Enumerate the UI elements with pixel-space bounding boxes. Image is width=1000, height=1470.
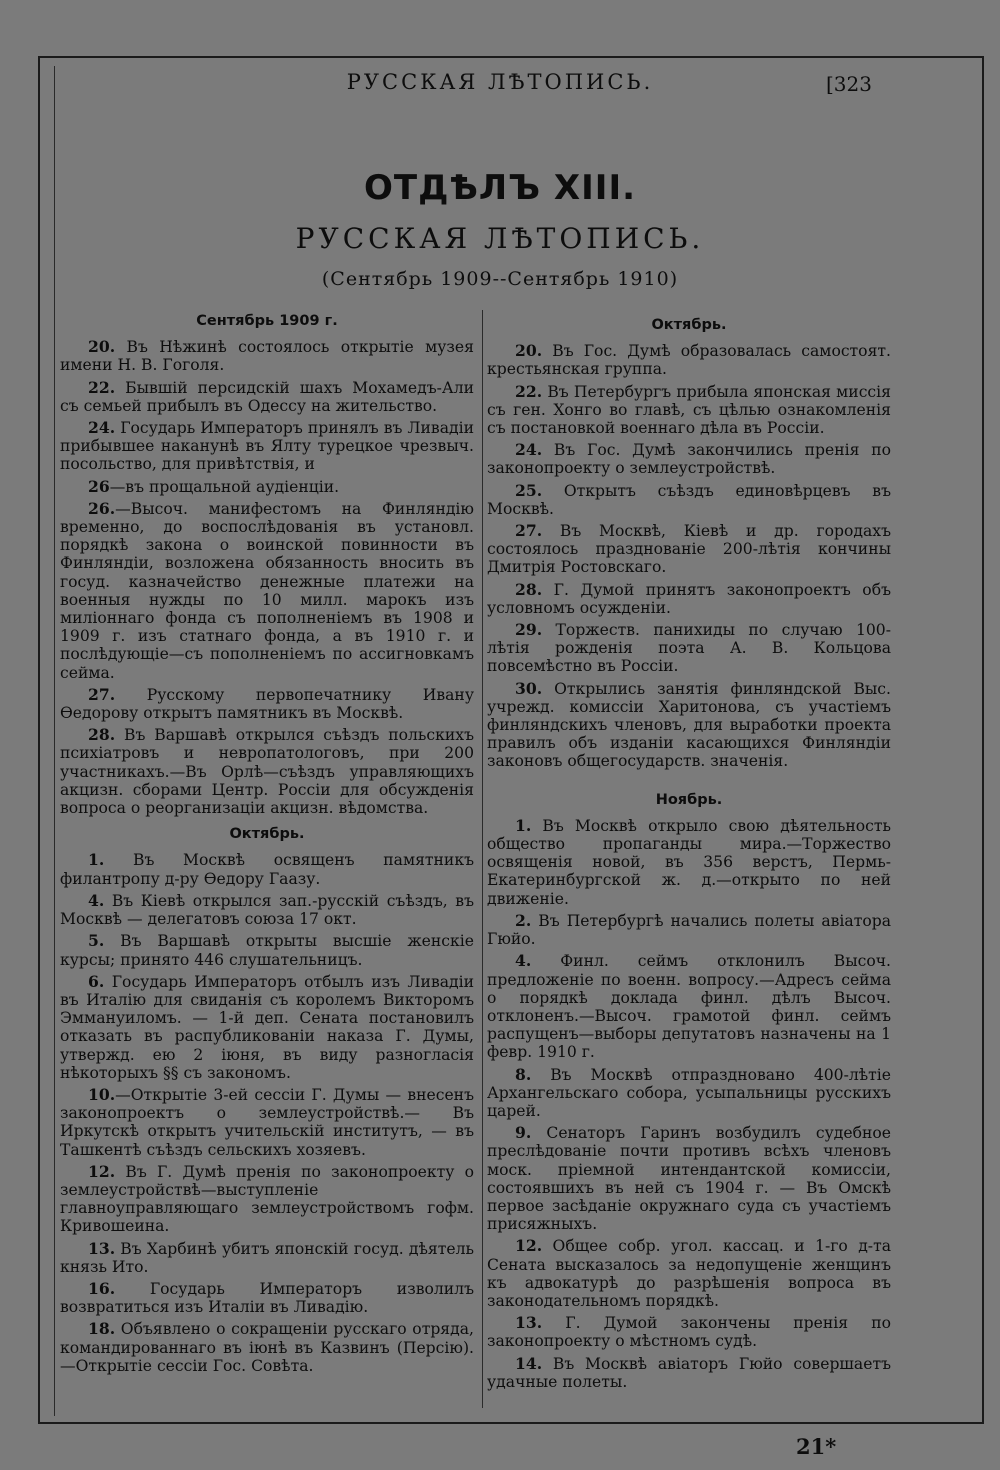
entry-text: Объявлено о сокращеніи русскаго отряда, командированнаго въ іюнѣ въ Казвинъ (Персію).—Открытіе сессіи Гос. Совѣта. xyxy=(60,1320,474,1375)
chronicle-entry xyxy=(487,621,891,676)
entry-text: Сенаторъ Гаринъ возбудилъ судебное преслѣдованіе почти противъ всѣхъ членовъ моск. пріемной интендантской комиссіи, состоявшихъ въ ней съ 1904 г. — Въ Омскѣ первое засѣданіе окружнаго суда съ участіемъ присяжныхъ. xyxy=(487,1124,891,1234)
entries-list xyxy=(487,342,891,770)
chronicle-entry xyxy=(487,1066,891,1121)
chronicle-entry xyxy=(60,379,474,415)
chronicle-entry xyxy=(60,338,474,374)
running-title: РУССКАЯ ЛѢТОПИСЬ. xyxy=(346,70,654,94)
entry-date: 29. xyxy=(515,620,543,640)
entry-date: 9. xyxy=(515,1123,532,1143)
chronicle-entry xyxy=(60,973,474,1082)
entry-text: Въ Гос. Думѣ образовалась самостоят. крестьянская группа. xyxy=(487,342,891,379)
chronicle-entry xyxy=(487,1355,891,1391)
entry-text: Г. Думой принятъ законопроектъ объ условномъ осужденіи. xyxy=(487,580,891,617)
entry-date: 20. xyxy=(515,341,543,361)
entry-text: Бывшій персидскій шахъ Мохамедъ-Али съ семьей прибылъ въ Одессу на жительство. xyxy=(60,378,474,415)
entry-text: Торжеств. панихиды по случаю 100-лѣтія рожденія поэта А. В. Кольцова повсемѣстно въ Россіи. xyxy=(487,621,891,676)
month-heading-november: Ноябрь. xyxy=(655,791,723,808)
entry-date: 12. xyxy=(515,1236,543,1256)
month-heading-october: Октябрь. xyxy=(229,826,305,843)
entry-text: Въ Москвѣ авіаторъ Гюйо совершаетъ удачные полеты. xyxy=(487,1354,891,1391)
entry-date: 16. xyxy=(88,1278,116,1298)
entry-text: Въ Петербургъ прибыла японская миссія съ ген. Хонго во главѣ, съ цѣлью ознакомленія съ постановкой военнаго дѣла въ Россіи. xyxy=(487,382,891,438)
entry-text: Открытъ съѣздъ единовѣрцевъ въ Москвѣ. xyxy=(487,481,891,518)
entries-list xyxy=(60,851,474,1374)
entry-text: Государь Императоръ изволилъ возвратиться изъ Италіи въ Ливадію. xyxy=(60,1279,474,1317)
entry-date: 10. xyxy=(88,1084,116,1104)
chronicle-entry xyxy=(60,1320,474,1375)
left-column xyxy=(60,310,474,1375)
section-subtitle: РУССКАЯ ЛѢТОПИСЬ. xyxy=(295,222,705,255)
month-heading-september: Сентябрь 1909 г. xyxy=(196,313,338,329)
entry-date: 24. xyxy=(88,418,116,438)
entry-date: 1. xyxy=(515,815,532,835)
entry-text: Г. Думой закончены пренія по законопроекту о мѣстномъ судѣ. xyxy=(487,1314,891,1351)
entry-text: Общее собр. угол. кассац. и 1-го д-та Сената высказалось за недопущеніе женщинъ къ адвокатурѣ до разрѣшенія вопроса въ законодательномъ порядкѣ. xyxy=(487,1237,891,1310)
chronicle-entry xyxy=(60,851,474,887)
chronicle-entry xyxy=(487,1124,891,1233)
entry-text: Въ Петербургѣ начались полеты авіатора Гюйо. xyxy=(487,911,891,949)
entry-text: Въ Кіевѣ открылся зап.-русскій съѣздъ, въ Москвѣ — делегатовъ союза 17 окт. xyxy=(60,891,474,929)
entry-date: 8. xyxy=(515,1064,532,1084)
entry-date: 14. xyxy=(515,1353,543,1373)
entry-date: 28. xyxy=(515,579,543,599)
entry-date: 22. xyxy=(515,381,543,401)
chronicle-entry xyxy=(487,817,891,908)
entries-list xyxy=(60,338,474,817)
entry-date: 27. xyxy=(515,521,543,541)
entry-text: Въ Москвѣ освященъ памятникъ филантропу д-ру Ѳедору Гаазу. xyxy=(60,851,474,888)
entry-date: 6. xyxy=(88,971,105,991)
chronicle-entry xyxy=(60,686,474,722)
chronicle-entry xyxy=(60,1240,474,1276)
column-divider xyxy=(482,310,483,1408)
chronicle-entry xyxy=(487,441,891,477)
entry-date: 22. xyxy=(88,377,116,397)
entry-text: Государь Императоръ отбылъ изъ Ливадіи въ Италію для свиданія съ королемъ Викторомъ Эммануиломъ. — 1-й деп. Сената постановилъ отказать въ распубликованіи наказа Г. Думы, утвержд. ею 2 іюня, въ виду разногласія нѣкоторыхъ §§ съ закономъ. xyxy=(60,972,474,1082)
chronicle-entry xyxy=(487,522,891,577)
entry-date: 28. xyxy=(88,725,116,745)
entry-date: 26 xyxy=(88,476,110,496)
entry-text: Финл. сеймъ отклонилъ Высоч. предложеніе по военн. вопросу.—Адресъ сейма о порядкѣ доклада финл. дѣлъ Высоч. отклоненъ.—Высоч. грамотой финл. сеймъ распущенъ—выборы депутатовъ назначены на 1 февр. 1910 г. xyxy=(487,952,891,1062)
entry-date: 2. xyxy=(515,910,532,930)
entry-date: 5. xyxy=(88,931,105,951)
entry-text: Русскому первопечатнику Ивану Ѳедорову открытъ памятникъ въ Москвѣ. xyxy=(60,685,474,723)
entry-text: —въ прощальной аудіенціи. xyxy=(109,477,340,496)
entry-date: 27. xyxy=(88,684,116,704)
entry-date: 24. xyxy=(515,440,543,460)
chronicle-entry xyxy=(60,932,474,968)
entry-date: 18. xyxy=(88,1319,116,1339)
entry-text: Открылись занятія финляндской Выс. учрежд. комиссіи Харитонова, съ участіемъ финляндскихъ членовъ, для выработки проекта правилъ объ изданіи касающихся Финляндіи законовъ общегосударств. значенія. xyxy=(487,679,891,771)
right-column xyxy=(487,310,891,1391)
signature-mark: 21* xyxy=(796,1434,837,1459)
page-number: [323 xyxy=(826,72,872,96)
entry-text: Въ Москвѣ открыло свою дѣятельность общество пропаганды мира.—Торжество освященія новой, въ 356 верстъ, Пермь-Екатеринбургской ж. д.—открыто по ней движеніе. xyxy=(487,816,891,908)
entry-date: 26. xyxy=(88,498,116,518)
entry-text: Въ Москвѣ отпраздновано 400-лѣтіе Архангельскаго собора, усыпальницы русскихъ царей. xyxy=(487,1065,891,1120)
spacer xyxy=(487,771,891,785)
entries-list xyxy=(487,817,891,1391)
entry-text: Въ Г. Думѣ пренія по законопроекту о землеустройствѣ—выступленіе главноуправляющаго землеустройствомъ гофм. Кривошеина. xyxy=(60,1162,474,1236)
entry-text: Въ Варшавѣ открыты высшіе женскіе курсы; принято 446 слушательницъ. xyxy=(60,932,474,969)
entry-text: Въ Нѣжинѣ состоялось открытіе музея имени Н. В. Гоголя. xyxy=(60,338,474,375)
entry-text: Въ Варшавѣ открылся съѣздъ польскихъ психіатровъ и невропатологовъ, при 200 участникахъ.—Въ Орлѣ—съѣздъ управляющихъ акцизн. сборами Центр. Россіи для обсужденія вопроса о реорганизаціи акцизн. вѣдомства. xyxy=(60,726,474,818)
chronicle-entry xyxy=(60,1086,474,1159)
chronicle-entry xyxy=(60,726,474,817)
spacer xyxy=(60,817,474,823)
chronicle-entry xyxy=(487,952,891,1061)
chronicle-entry xyxy=(60,1163,474,1236)
entry-date: 25. xyxy=(515,480,543,500)
chronicle-entry xyxy=(60,478,474,496)
chronicle-entry xyxy=(487,383,891,438)
section-title: ОТДѢЛЪ XIII. xyxy=(363,168,637,208)
entry-date: 4. xyxy=(88,890,105,910)
entry-text: Въ Гос. Думѣ закончились пренія по законопроекту о землеустройствѣ. xyxy=(487,441,891,478)
chronicle-entry xyxy=(487,912,891,948)
chronicle-entry xyxy=(487,482,891,518)
chronicle-entry xyxy=(60,500,474,682)
month-heading-october: Октябрь. xyxy=(651,317,727,333)
entry-text: Государь Императоръ принялъ въ Ливадіи прибывшее наканунѣ въ Ялту турецкое чрезвыч. посольство, для привѣтствія, и xyxy=(60,419,474,474)
entry-date: 1. xyxy=(88,850,105,870)
entry-date: 4. xyxy=(515,951,532,971)
entry-date: 12. xyxy=(88,1161,116,1181)
chronicle-entry xyxy=(60,892,474,928)
chronicle-entry xyxy=(487,1237,891,1310)
entry-text: Въ Харбинѣ убитъ японскій госуд. дѣятель князь Ито. xyxy=(60,1239,474,1276)
chronicle-entry xyxy=(60,419,474,474)
entry-date: 13. xyxy=(88,1238,116,1258)
entry-date: 13. xyxy=(515,1313,543,1333)
entry-text: —Открытіе 3-ей сессіи Г. Думы — внесенъ законопроектъ о землеустройствѣ.— Въ Иркутскѣ открытъ учительскій институтъ, — въ Ташкентѣ съѣздъ сельскихъ хозяевъ. xyxy=(60,1085,474,1159)
entry-text: —Высоч. манифестомъ на Финляндію временно, до воспослѣдованія въ установл. порядкѣ закона о воинской повинности въ Финляндіи, возложена обязанность вносить въ госуд. казначейство денежные платежи на военныя нужды по 10 милл. марокъ изъ миліоннаго фонда съ пополненіемъ въ 1908 и 1909 г. изъ статнаго фонда, а въ 1910 г. и послѣдующіе—съ пополненіемъ по ассигновкамъ сейма. xyxy=(60,499,474,682)
chronicle-entry xyxy=(60,1280,474,1316)
chronicle-entry xyxy=(487,680,891,771)
entry-date: 30. xyxy=(515,678,543,698)
section-date-range: (Сентябрь 1909--Сентябрь 1910) xyxy=(321,268,679,290)
chronicle-entry xyxy=(487,581,891,617)
chronicle-entry xyxy=(487,1314,891,1350)
entry-date: 20. xyxy=(88,337,116,357)
chronicle-entry xyxy=(487,342,891,378)
entry-text: Въ Москвѣ, Кіевѣ и др. городахъ состоялось празднованіе 200-лѣтія кончины Дмитрія Ростовскаго. xyxy=(487,522,891,577)
